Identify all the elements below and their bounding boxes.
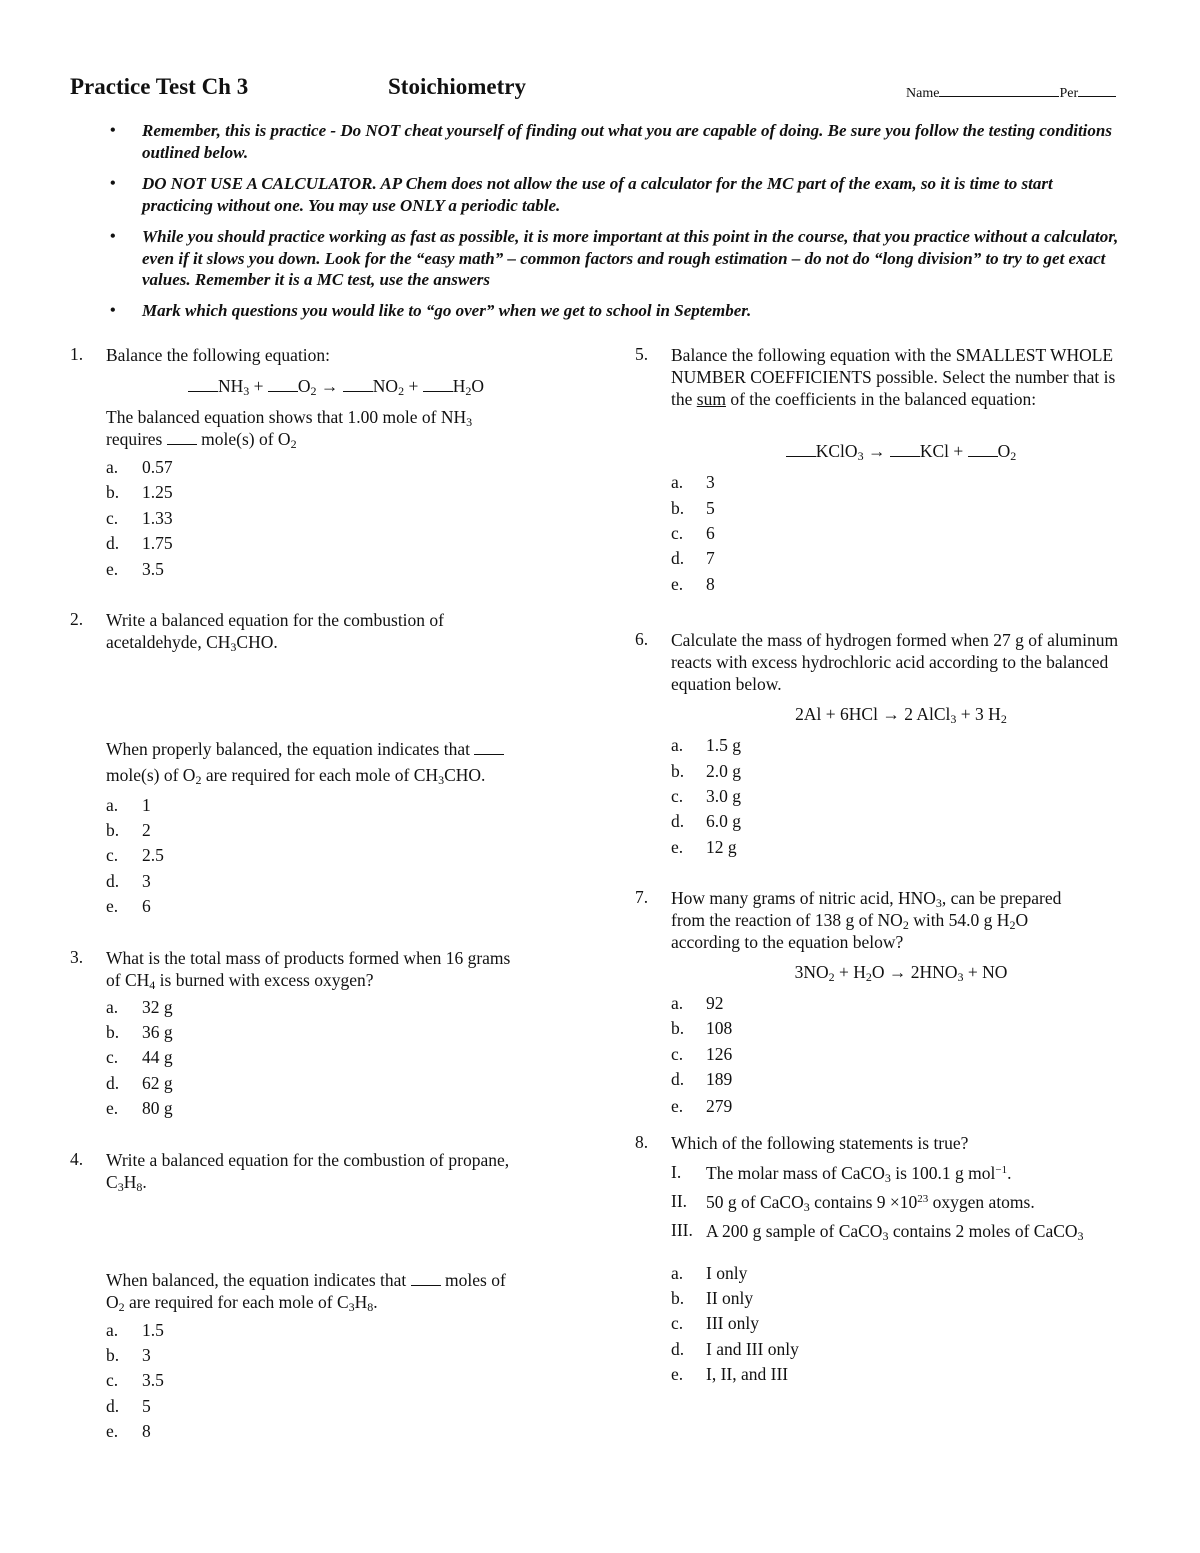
- option-value[interactable]: 8: [706, 574, 715, 594]
- option-letter[interactable]: e.: [671, 1364, 684, 1384]
- question-text: The balanced equation shows that 1.00 mole of $NH_3$ requires mole(s) of $O_2$: [106, 407, 473, 451]
- option-letter[interactable]: e.: [671, 837, 684, 857]
- option-value[interactable]: 1.5: [142, 1320, 164, 1340]
- question-number: 5.: [635, 344, 649, 364]
- option-value[interactable]: 5: [142, 1396, 151, 1416]
- option-letter[interactable]: b.: [106, 1022, 120, 1042]
- question-number: 2.: [70, 609, 84, 629]
- option-letter[interactable]: c.: [671, 786, 684, 806]
- option-value[interactable]: 189: [706, 1069, 733, 1089]
- option-value[interactable]: 6: [142, 896, 151, 916]
- question-stem: What is the total mass of products formed when 16 grams of $CH_4$ is burned with excess oxygen?: [106, 948, 511, 992]
- question-text: When balanced, the equation indicates that moles of $O_2$ are required for each mole of $C_3H_8$.: [106, 1270, 506, 1314]
- option-value[interactable]: 12 g: [706, 837, 737, 857]
- question-stem: How many grams of nitric acid, $HNO_3$, can be prepared from the reaction of 138 g of $NO_2$ with 54.0 g $H_2O$ according to the equation below?: [671, 888, 1062, 952]
- option-letter[interactable]: c.: [671, 523, 684, 543]
- option-value[interactable]: 7: [706, 548, 715, 568]
- statement-numeral: I.: [671, 1162, 682, 1182]
- statement-numeral: II.: [671, 1191, 688, 1211]
- option-letter[interactable]: b.: [106, 1345, 120, 1365]
- option-letter[interactable]: b.: [671, 1018, 685, 1038]
- question-number: 4.: [70, 1149, 84, 1169]
- option-letter[interactable]: e.: [671, 574, 684, 594]
- instruction-item: Mark which questions you would like to “go over” when we get to school in September.: [142, 301, 752, 320]
- option-letter[interactable]: a.: [671, 1263, 684, 1283]
- option-value[interactable]: II only: [706, 1288, 754, 1308]
- option-value[interactable]: 0.57: [142, 457, 173, 477]
- option-value[interactable]: I, II, and III: [706, 1364, 789, 1384]
- option-letter[interactable]: d.: [106, 871, 120, 891]
- equation: $NH_3 + O_2 \to NO_2 + H_2O$: [106, 376, 566, 397]
- option-value[interactable]: 62 g: [142, 1073, 173, 1093]
- option-letter[interactable]: e.: [106, 896, 119, 916]
- statement-numeral: III.: [671, 1220, 693, 1240]
- option-value[interactable]: 80 g: [142, 1098, 173, 1118]
- question-stem: [671, 344, 1141, 410]
- page-subject: Stoichiometry: [388, 74, 526, 99]
- option-value[interactable]: 108: [706, 1018, 733, 1038]
- option-letter[interactable]: c.: [106, 1047, 119, 1067]
- option-letter[interactable]: a.: [106, 795, 119, 815]
- option-value[interactable]: 1.5 g: [706, 735, 741, 755]
- option-letter[interactable]: d.: [106, 1073, 120, 1093]
- name-line[interactable]: [939, 82, 1059, 97]
- option-value[interactable]: 2.5: [142, 845, 164, 865]
- option-letter[interactable]: a.: [106, 1320, 119, 1340]
- option-value[interactable]: III only: [706, 1313, 759, 1333]
- option-letter[interactable]: c.: [671, 1044, 684, 1064]
- option-letter[interactable]: d.: [106, 1396, 120, 1416]
- question-stem: Balance the following equation:: [106, 345, 331, 365]
- question-stem: Which of the following statements is true?: [671, 1133, 969, 1153]
- option-letter[interactable]: c.: [106, 508, 119, 528]
- option-value[interactable]: 2.0 g: [706, 761, 741, 781]
- option-letter[interactable]: d.: [671, 1069, 685, 1089]
- option-value[interactable]: 3: [706, 472, 715, 492]
- question-stem: Calculate the mass of hydrogen formed when 27 g of aluminum reacts with excess hydrochloric acid according to the balanced equation below.: [671, 630, 1119, 694]
- option-value[interactable]: 1: [142, 795, 151, 815]
- statement-text: A 200 g sample of CaCO$_3$ contains 2 moles of CaCO$_3$: [706, 1221, 1084, 1243]
- name-field[interactable]: [906, 82, 1116, 102]
- option-letter[interactable]: c.: [106, 1370, 119, 1390]
- option-letter[interactable]: b.: [106, 820, 120, 840]
- bullet-icon: •: [110, 122, 116, 139]
- instruction-item: DO NOT USE A CALCULATOR. AP Chem does not allow the use of a calculator for the MC part of the exam, so it is time to start practicing without one. You may use ONLY a periodic table.: [142, 174, 1053, 215]
- option-value[interactable]: 3.0 g: [706, 786, 741, 806]
- question-number: 6.: [635, 629, 649, 649]
- per-label: Per: [1059, 86, 1079, 101]
- question-number: 3.: [70, 947, 84, 967]
- option-letter[interactable]: a.: [106, 997, 119, 1017]
- option-letter[interactable]: d.: [671, 811, 685, 831]
- option-value[interactable]: 126: [706, 1044, 733, 1064]
- bullet-icon: •: [110, 302, 116, 319]
- equation: $3NO_2 + H_2O \to 2HNO_3$ + NO: [794, 962, 1008, 984]
- option-letter[interactable]: b.: [671, 1288, 685, 1308]
- question-number: 8.: [635, 1132, 649, 1152]
- statement-text: 50 g of CaCO$_3$ contains $9 \times 10^{23}$ oxygen atoms.: [706, 1192, 1035, 1214]
- option-letter[interactable]: b.: [106, 482, 120, 502]
- statement-text: The molar mass of CaCO$_3$ is 100.1 g mol$^{-1}$.: [706, 1163, 1012, 1185]
- option-value[interactable]: 279: [706, 1096, 733, 1116]
- name-label: Name: [906, 86, 940, 101]
- option-letter[interactable]: d.: [671, 548, 685, 568]
- option-value[interactable]: 44 g: [142, 1047, 173, 1067]
- option-value[interactable]: 3: [142, 1345, 151, 1365]
- instruction-item: Remember, this is practice - Do NOT cheat yourself of finding out what you are capable of doing. Be sure you follow the testing conditions outlined below.: [142, 121, 1112, 162]
- option-value[interactable]: 6.0 g: [706, 811, 741, 831]
- option-value[interactable]: 8: [142, 1421, 151, 1441]
- question-stem: Write a balanced equation for the combustion of acetaldehyde, $CH_3CHO$.: [106, 610, 444, 654]
- option-value[interactable]: 3.5: [142, 1370, 164, 1390]
- instruction-item: While you should practice working as fast as possible, it is more important at this point in the course, that you practice without a calculator, even if it slows you down. Look for the “easy math” – common factors and rough estimation – do not do “long division” to try to get exact values. Remember it is a MC test, use the answers: [142, 227, 1119, 289]
- option-value[interactable]: I and III only: [706, 1339, 799, 1359]
- bullet-icon: •: [110, 175, 116, 192]
- option-letter[interactable]: e.: [106, 1098, 119, 1118]
- equation: 2Al + 6HCl → 2 AlCl$_3$ + 3 $H_2$: [795, 704, 1007, 726]
- option-value[interactable]: I only: [706, 1263, 748, 1283]
- option-value[interactable]: 36 g: [142, 1022, 173, 1042]
- option-value[interactable]: 92: [706, 993, 724, 1013]
- option-letter[interactable]: d.: [671, 1339, 685, 1359]
- question-stem: Write a balanced equation for the combustion of propane, $C_3H_8$.: [106, 1150, 510, 1194]
- option-letter[interactable]: c.: [106, 845, 119, 865]
- question-text: When properly balanced, the equation indicates that mole(s) of $O_2$ are required for each mole of $CH_3CHO$.: [106, 736, 576, 788]
- option-letter[interactable]: d.: [106, 533, 120, 553]
- option-letter[interactable]: e.: [671, 1096, 684, 1116]
- option-letter[interactable]: e.: [106, 559, 119, 579]
- option-letter[interactable]: a.: [671, 993, 684, 1013]
- question-stem-end: of the coefficients in the balanced equation:: [730, 389, 1037, 409]
- option-value[interactable]: 1.25: [142, 482, 173, 502]
- question-stem-text: Balance the following equation with the SMALLEST WHOLE NUMBER COEFFICIENTS possible. Select the number that is the: [671, 345, 1116, 409]
- option-value[interactable]: 1.75: [142, 533, 173, 553]
- option-value[interactable]: 32 g: [142, 997, 173, 1017]
- option-value[interactable]: 2: [142, 820, 151, 840]
- option-letter[interactable]: c.: [671, 1313, 684, 1333]
- option-value[interactable]: 5: [706, 498, 715, 518]
- question-stem-underlined: sum: [696, 389, 726, 409]
- bullet-icon: •: [110, 228, 116, 245]
- option-value[interactable]: 3: [142, 871, 151, 891]
- option-value[interactable]: 6: [706, 523, 715, 543]
- option-letter[interactable]: a.: [671, 472, 684, 492]
- page-title: Practice Test Ch 3: [70, 74, 249, 99]
- question-number: 1.: [70, 344, 84, 364]
- option-value[interactable]: 3.5: [142, 559, 164, 579]
- option-letter[interactable]: b.: [671, 761, 685, 781]
- equation: KClO$_3$ → KCl + $O_2$: [671, 441, 1131, 462]
- option-letter[interactable]: a.: [106, 457, 119, 477]
- question-number: 7.: [635, 887, 649, 907]
- per-line[interactable]: [1078, 82, 1116, 97]
- option-letter[interactable]: a.: [671, 735, 684, 755]
- option-letter[interactable]: b.: [671, 498, 685, 518]
- option-value[interactable]: 1.33: [142, 508, 173, 528]
- option-letter[interactable]: e.: [106, 1421, 119, 1441]
